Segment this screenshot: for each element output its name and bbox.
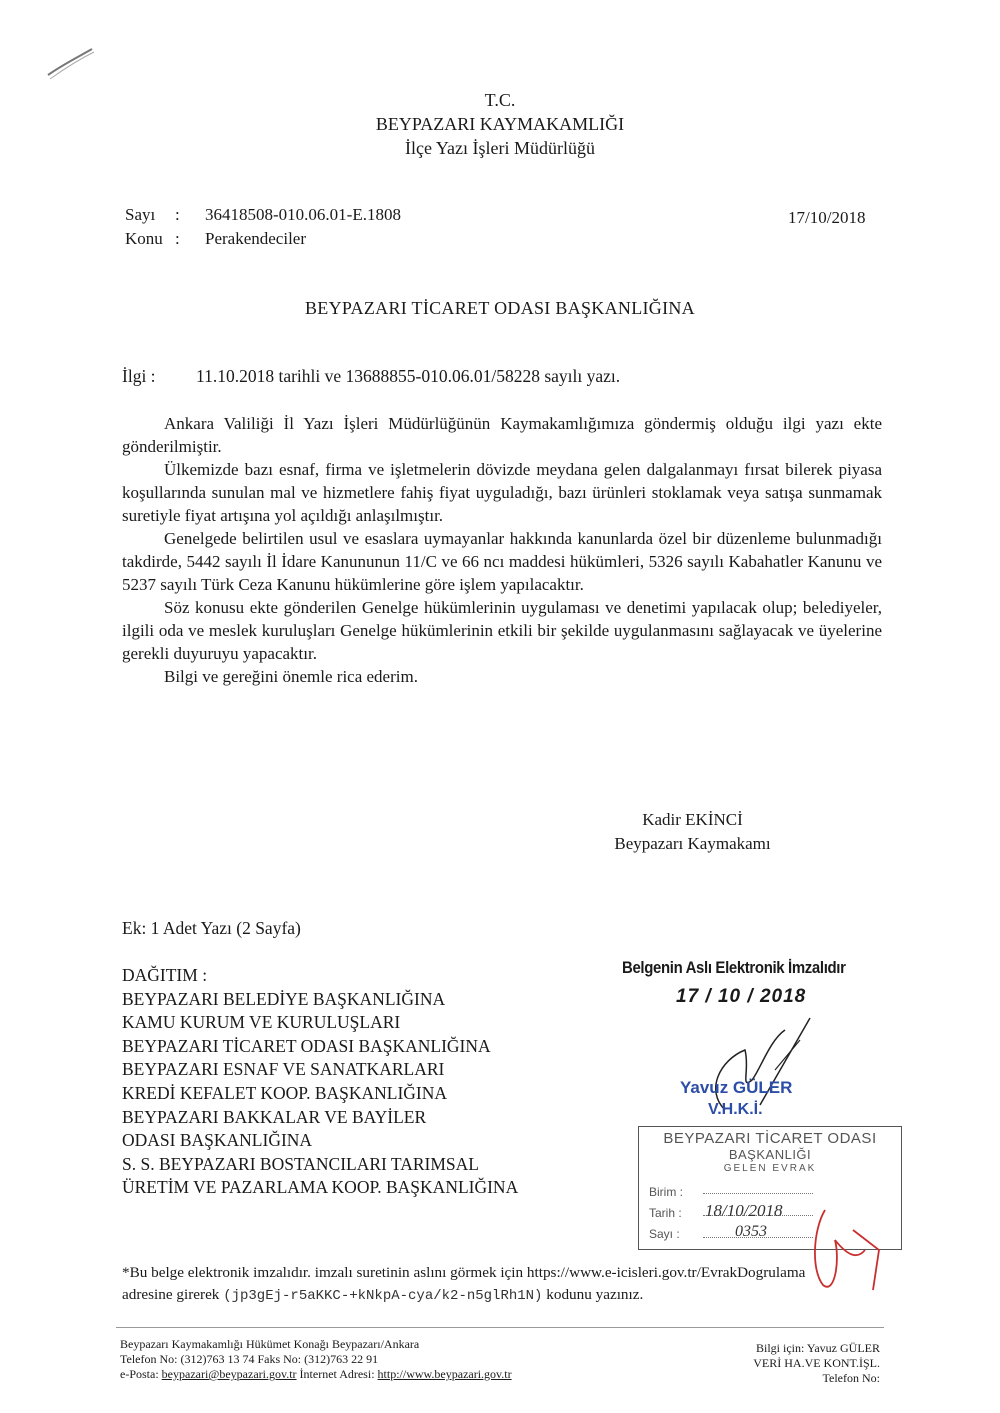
list-item: ÜRETİM VE PAZARLAMA KOOP. BAŞKANLIĞINA	[122, 1177, 519, 1198]
konu-label: Konu	[125, 229, 163, 248]
stamp-tarih-label: Tarih :	[649, 1206, 682, 1220]
footer-info-line1: Bilgi için: Yavuz GÜLER	[755, 1341, 880, 1355]
list-item: BEYPAZARI BELEDİYE BAŞKANLIĞINA	[122, 988, 446, 1009]
body	[122, 412, 882, 688]
attachment: Ek: 1 Adet Yazı (2 Sayfa)	[122, 918, 301, 938]
footer-info-line2: VERİ HA.VE KONT.İŞL.	[753, 1356, 880, 1370]
footer-phone: Telefon No: (312)763 13 74 Faks No: (312)763 22 91	[120, 1352, 379, 1366]
footer-info-line3: Telefon No:	[822, 1371, 880, 1385]
notice-line1: *Bu belge elektronik imzalıdır. imzalı suretinin aslını görmek için https://www.e-icisleri.gov.tr/EvrakDogrulama	[122, 1264, 806, 1281]
stamp-sayi-value: 0353	[735, 1223, 767, 1240]
stamp-line1: BEYPAZARI TİCARET ODASI	[663, 1130, 877, 1147]
notice-suffix: kodunu yazınız.	[546, 1286, 644, 1303]
header-department: İlçe Yazı İşleri Müdürlüğü	[405, 138, 595, 158]
footer-divider	[116, 1327, 884, 1328]
web-link[interactable]: http://www.beypazari.gov.tr	[377, 1367, 512, 1381]
sayi-colon: :	[175, 205, 180, 224]
notice-line2	[122, 1284, 952, 1307]
paragraph: Bilgi ve gereğini önemle rica ederim.	[164, 667, 418, 686]
certifier-title: V.H.K.İ.	[708, 1101, 763, 1118]
signatory	[600, 808, 785, 856]
list-item: BEYPAZARI BAKKALAR VE BAYİLER	[122, 1106, 427, 1127]
certifier-name: Yavuz GÜLER	[680, 1078, 793, 1097]
list-item: BEYPAZARI TİCARET ODASI BAŞKANLIĞINA	[122, 1035, 491, 1056]
web-label: İnternet Adresi:	[299, 1367, 375, 1381]
verification-notice	[122, 1262, 952, 1307]
signatory-name: Kadir EKİNCİ	[642, 810, 743, 829]
certification-text: Belgenin Aslı Elektronik İmzalıdır	[622, 958, 846, 977]
stamp-line2: BAŞKANLIĞI	[728, 1147, 812, 1162]
list-item: ODASI BAŞKANLIĞINA	[122, 1130, 313, 1151]
paragraph: Genelgede belirtilen usul ve esaslara uymayanlar hakkında kanunlarda özel bir düzenleme bulunmadığı takdirde, 5442 sayılı İl İdare Kanununun 11/C ve 66 ncı maddesi hükümleri, 5326 sayılı Kabahatler Kanunu ve 5237 sayılı Türk Ceza Kanunu hükümlerine göre işlem yapılacaktır.	[122, 529, 882, 594]
list-item: S. S. BEYPAZARI BOSTANCILARI TARIMSAL	[122, 1153, 479, 1174]
stamp-birim-label: Birim :	[649, 1185, 683, 1199]
ilgi-text: 11.10.2018 tarihli ve 13688855-010.06.01/58228 sayılı yazı.	[196, 366, 621, 386]
footer-email-web	[120, 1367, 512, 1382]
signatory-title: Beypazarı Kaymakamı	[614, 834, 771, 853]
recipient: BEYPAZARI TİCARET ODASI BAŞKANLIĞINA	[305, 298, 695, 318]
distribution-list	[122, 964, 518, 1200]
paragraph: Ülkemizde bazı esnaf, firma ve işletmelerin dövizde meydana gelen dalgalanmayı fırsat bilerek piyasa koşullarında sunulan mal ve hizmetlere fahiş fiyat uyguladığı, bazı ürünleri stoklamak veya satışa sunmamak suretiyle fiyat artışına yol açıldığı anlaşılmıştır.	[122, 460, 882, 525]
konu-colon: :	[175, 229, 180, 248]
header-institution: BEYPAZARI KAYMAKAMLIĞI	[375, 114, 625, 134]
sayi-value: 36418508-010.06.01-E.1808	[205, 205, 401, 224]
footer-address: Beypazarı Kaymakamlığı Hükümet Konağı Beypazarı/Ankara	[120, 1337, 420, 1351]
footer-info	[700, 1341, 880, 1386]
list-item: BEYPAZARI ESNAF VE SANATKARLARI	[122, 1059, 445, 1080]
email-label: e-Posta:	[120, 1367, 159, 1381]
verification-code: (jp3gEj-r5aKKC-+kNkpA-cya/k2-n5glRh1N)	[223, 1288, 543, 1304]
ilgi-label: İlgi :	[122, 366, 156, 386]
pen-mark	[40, 45, 100, 85]
certification-date: 17 / 10 / 2018	[676, 986, 807, 1007]
stamp-tarih-value: 18/10/2018	[705, 1201, 783, 1220]
list-item: KREDİ KEFALET KOOP. BAŞKANLIĞINA	[122, 1082, 448, 1103]
notice-prefix: adresine girerek	[122, 1286, 220, 1303]
stamp-line3: GELEN EVRAK	[723, 1163, 817, 1174]
email-link[interactable]: beypazari@beypazari.gov.tr	[161, 1367, 297, 1381]
sayi-label: Sayı	[125, 205, 156, 224]
document-date: 17/10/2018	[788, 208, 866, 227]
header-tc: T.C.	[484, 90, 516, 110]
distribution-title: DAĞITIM :	[122, 965, 208, 985]
paragraph: Ankara Valiliği İl Yazı İşleri Müdürlüğünün Kaymakamlığımıza göndermiş olduğu ilgi yazı ekte gönderilmiştir.	[122, 414, 882, 456]
footer-contact	[120, 1337, 512, 1382]
list-item: KAMU KURUM VE KURULUŞLARI	[122, 1012, 401, 1033]
stamp-sayi-label: Sayı :	[649, 1227, 680, 1241]
konu-value: Perakendeciler	[205, 229, 306, 248]
paragraph: Söz konusu ekte gönderilen Genelge hükümlerinin uygulaması ve denetimi yapılacak olup; belediyeler, ilgili oda ve meslek kuruluşları Genelge hükümlerinin etkili bir şekilde uygulanmasını sağlayacak ve üyelerine gerekli duyuruyu yapacaktır.	[122, 598, 882, 663]
